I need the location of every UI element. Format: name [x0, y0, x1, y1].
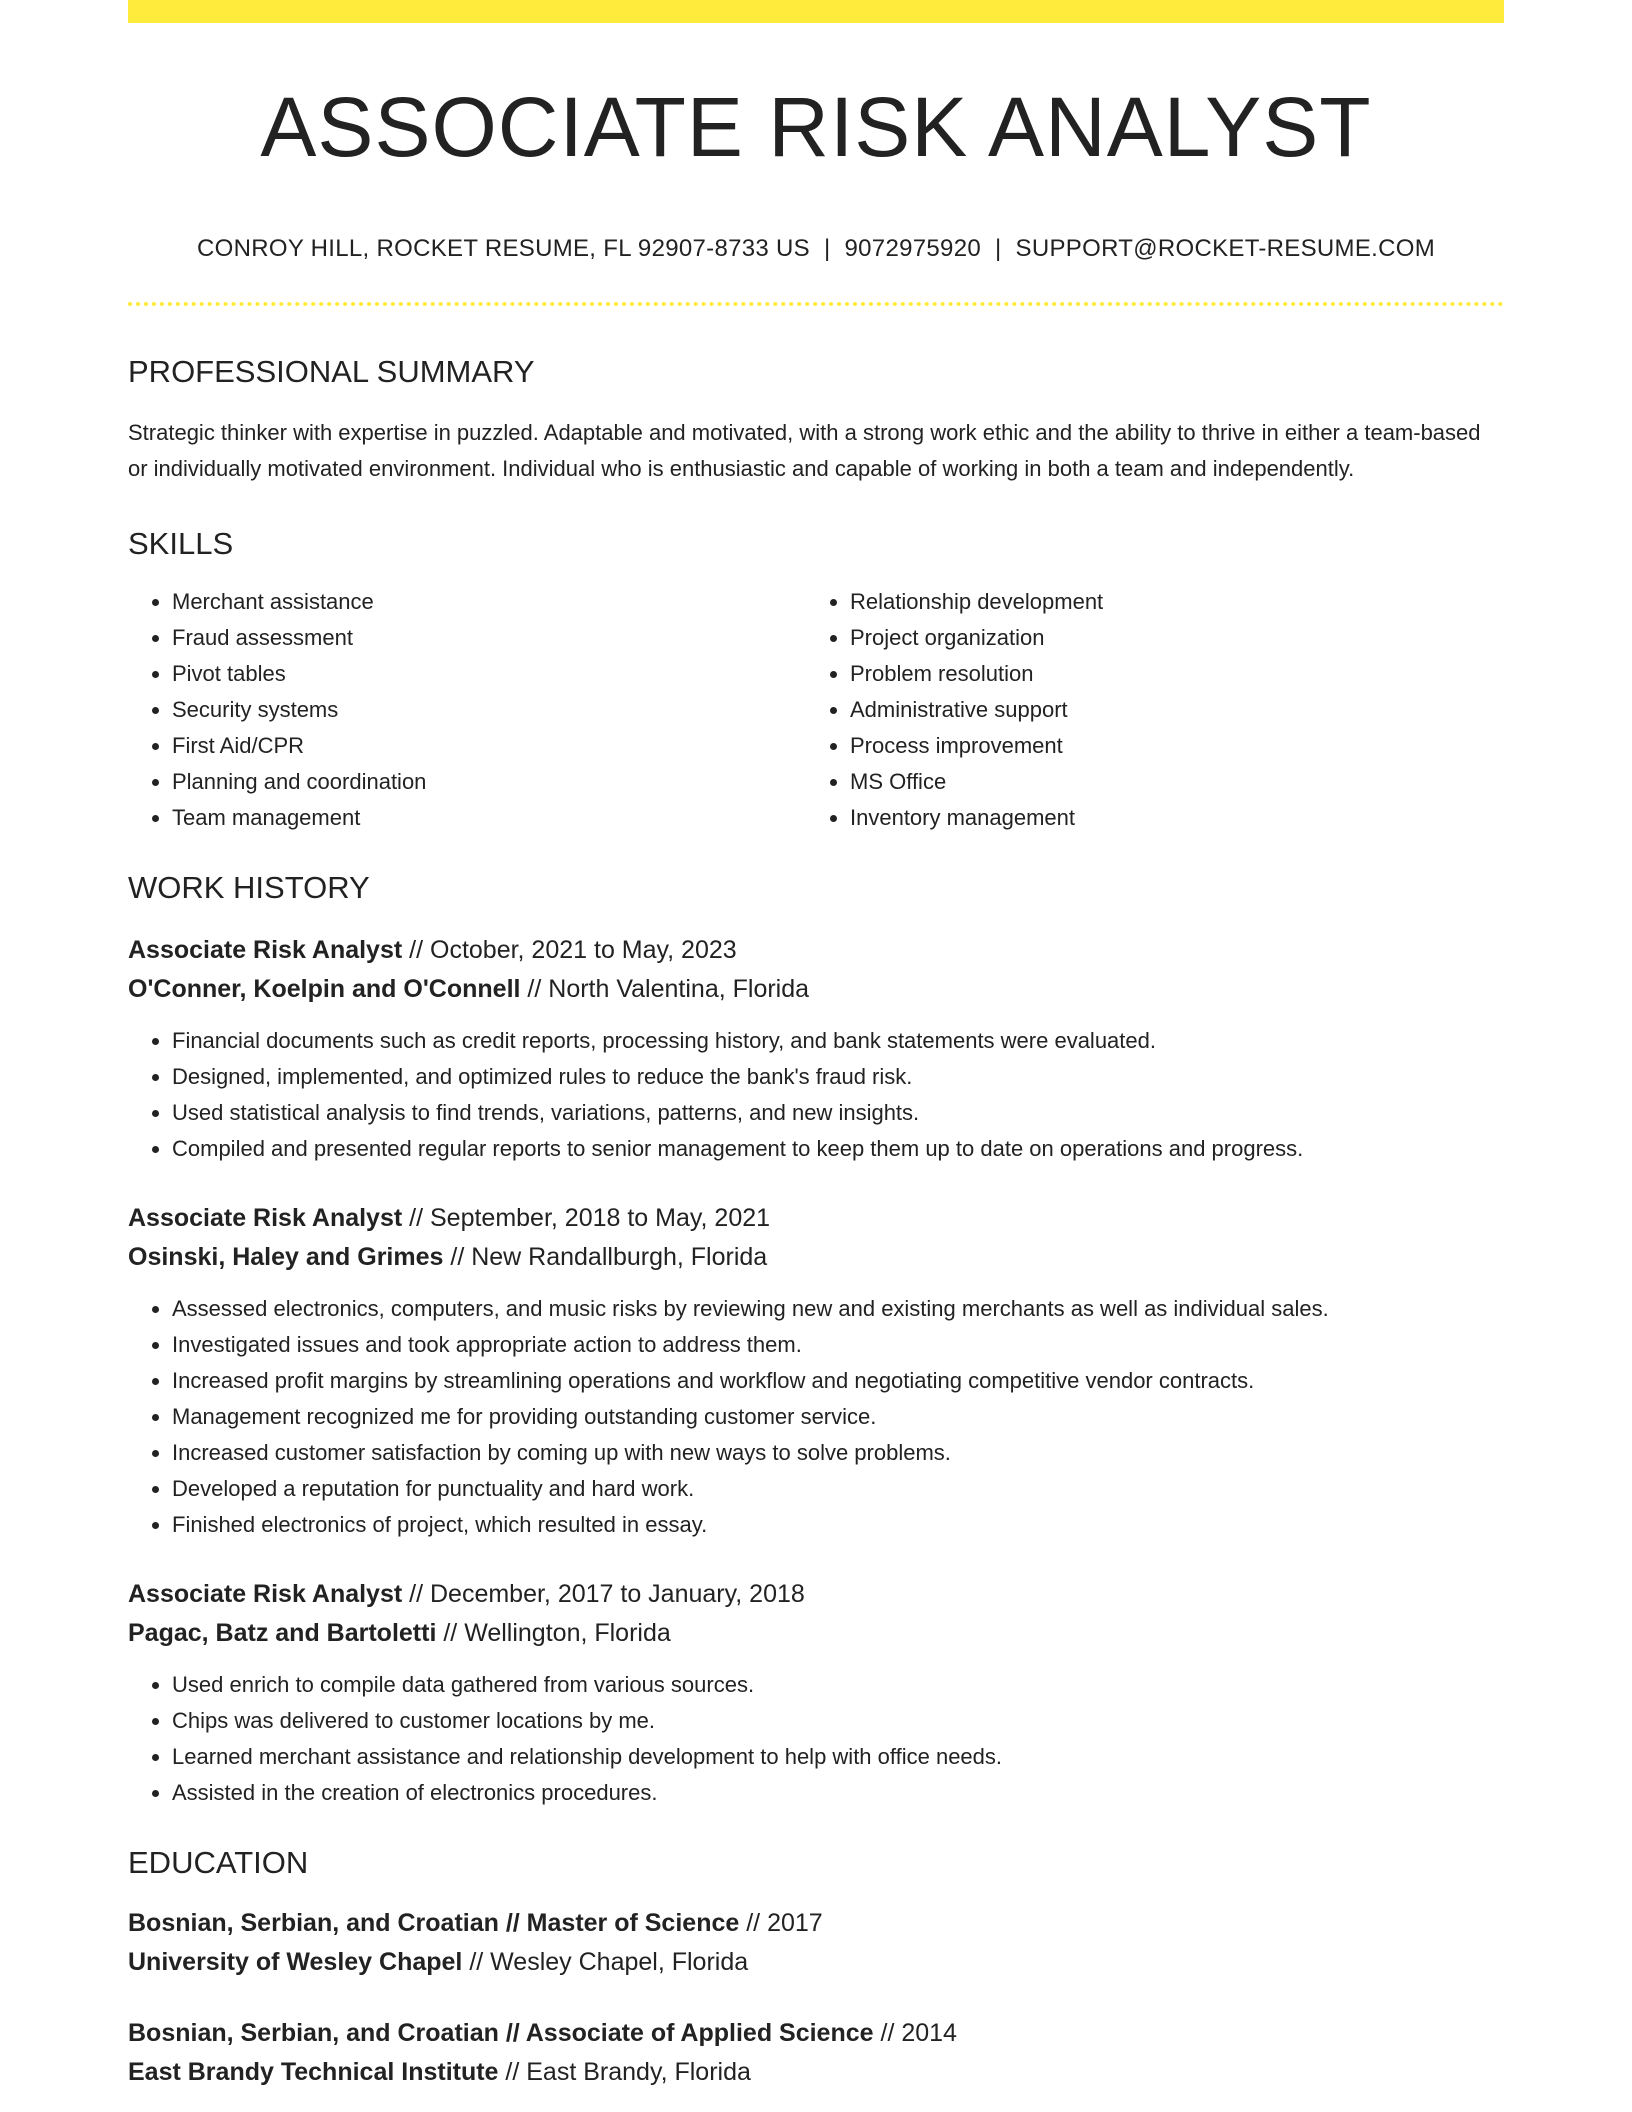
education-location: // Wesley Chapel, Florida — [469, 1948, 749, 1976]
section-title-summary: PROFESSIONAL SUMMARY — [128, 354, 535, 389]
job-company: Pagac, Batz and Bartoletti — [128, 1619, 437, 1647]
skill-item: • Administrative support — [850, 692, 1484, 728]
skill-item: • Pivot tables — [172, 656, 806, 692]
job-entry — [128, 931, 1504, 1167]
top-accent-bar — [128, 0, 1504, 23]
job-bullets — [128, 1291, 1504, 1543]
resume-page — [128, 0, 1504, 2092]
summary-text: Strategic thinker with expertise in puzzled. Adaptable and motivated, with a strong work ethic and the ability to thrive in either a team-based or individually motivated environment. Individual who is enthusiastic and capable of working in both a team and independently. — [128, 420, 1481, 481]
job-bullet: • Assisted in the creation of electronics procedures. — [172, 1775, 1504, 1811]
job-dates: // October, 2021 to May, 2023 — [409, 936, 737, 964]
job-bullet: • Management recognized me for providing outstanding customer service. — [172, 1399, 1504, 1435]
education-year: // 2017 — [746, 1909, 823, 1937]
education-school: University of Wesley Chapel — [128, 1948, 463, 1976]
job-title-line — [128, 931, 1504, 970]
job-bullet: • Used statistical analysis to find trends, variations, patterns, and new insights. — [172, 1095, 1504, 1131]
job-dates: // September, 2018 to May, 2021 — [409, 1204, 771, 1232]
job-location: // North Valentina, Florida — [527, 975, 810, 1003]
skills-column-1 — [128, 584, 806, 836]
job-entry — [128, 1575, 1504, 1811]
job-company-line — [128, 1238, 1504, 1277]
skill-item: • Fraud assessment — [172, 620, 806, 656]
job-bullet: • Developed a reputation for punctuality and hard work. — [172, 1471, 1504, 1507]
education-location: // East Brandy, Florida — [505, 2058, 751, 2086]
job-bullet: • Increased profit margins by streamlining operations and workflow and negotiating competitive vendor contracts. — [172, 1363, 1504, 1399]
job-bullet: • Compiled and presented regular reports to senior management to keep them up to date on operations and progress. — [172, 1131, 1504, 1167]
skill-item: • Team management — [172, 800, 806, 836]
education-school-line — [128, 1943, 1504, 1982]
job-role: Associate Risk Analyst — [128, 1580, 403, 1608]
skills-column-2 — [806, 584, 1484, 836]
education-degree: Bosnian, Serbian, and Croatian // Associate of Applied Science — [128, 2019, 874, 2047]
contact-phone: 9072975920 — [844, 235, 981, 262]
education-degree-line — [128, 1904, 1504, 1943]
job-bullet: • Increased customer satisfaction by coming up with new ways to solve problems. — [172, 1435, 1504, 1471]
contact-email: SUPPORT@ROCKET-RESUME.COM — [1015, 235, 1436, 262]
job-bullet: • Used enrich to compile data gathered from various sources. — [172, 1667, 1504, 1703]
job-company-line — [128, 970, 1504, 1009]
job-dates: // December, 2017 to January, 2018 — [409, 1580, 805, 1608]
job-bullet: • Investigated issues and took appropriate action to address them. — [172, 1327, 1504, 1363]
job-company: O'Conner, Koelpin and O'Connell — [128, 975, 521, 1003]
contact-line — [128, 237, 1504, 261]
skill-item: • MS Office — [850, 764, 1484, 800]
job-title-line — [128, 1575, 1504, 1614]
job-location: // New Randallburgh, Florida — [450, 1243, 768, 1271]
education-year: // 2014 — [880, 2019, 957, 2047]
education-entry — [128, 2014, 1504, 2092]
skill-item: • Inventory management — [850, 800, 1484, 836]
job-bullets — [128, 1667, 1504, 1811]
contact-separator: | — [995, 235, 1002, 262]
skill-item: • Planning and coordination — [172, 764, 806, 800]
job-title-line — [128, 1199, 1504, 1238]
skills-list — [128, 584, 1504, 836]
skill-item: • First Aid/CPR — [172, 728, 806, 764]
skill-item: • Security systems — [172, 692, 806, 728]
job-bullet: • Learned merchant assistance and relationship development to help with office needs. — [172, 1739, 1504, 1775]
education-school-line — [128, 2053, 1504, 2092]
contact-separator: | — [823, 235, 831, 262]
job-company-line — [128, 1614, 1504, 1653]
skill-item: • Project organization — [850, 620, 1484, 656]
education-degree: Bosnian, Serbian, and Croatian // Master of Science — [128, 1909, 740, 1937]
skill-item: • Problem resolution — [850, 656, 1484, 692]
job-bullet: • Assessed electronics, computers, and music risks by reviewing new and existing merchants as well as individual sales. — [172, 1291, 1504, 1327]
job-role: Associate Risk Analyst — [128, 1204, 403, 1232]
job-bullet: • Financial documents such as credit reports, processing history, and bank statements were evaluated. — [172, 1023, 1504, 1059]
section-title-skills: SKILLS — [128, 526, 234, 561]
job-bullet: • Designed, implemented, and optimized rules to reduce the bank's fraud risk. — [172, 1059, 1504, 1095]
job-entry — [128, 1199, 1504, 1543]
education-degree-line — [128, 2014, 1504, 2053]
skill-item: • Merchant assistance — [172, 584, 806, 620]
section-title-education: EDUCATION — [128, 1845, 309, 1880]
job-bullet: • Finished electronics of project, which resulted in essay. — [172, 1507, 1504, 1543]
education-entry — [128, 1904, 1504, 1982]
resume-name: ASSOCIATE RISK ANALYST — [260, 80, 1372, 174]
section-title-work-history: WORK HISTORY — [128, 870, 370, 905]
skill-item: • Process improvement — [850, 728, 1484, 764]
job-bullets — [128, 1023, 1504, 1167]
education-school: East Brandy Technical Institute — [128, 2058, 499, 2086]
job-location: // Wellington, Florida — [443, 1619, 671, 1647]
skill-item: • Relationship development — [850, 584, 1484, 620]
dotted-divider — [128, 302, 1504, 306]
contact-address: CONROY HILL, ROCKET RESUME, FL 92907-8733 US — [196, 235, 810, 262]
job-company: Osinski, Haley and Grimes — [128, 1243, 444, 1271]
job-role: Associate Risk Analyst — [128, 936, 403, 964]
job-bullet: • Chips was delivered to customer locations by me. — [172, 1703, 1504, 1739]
